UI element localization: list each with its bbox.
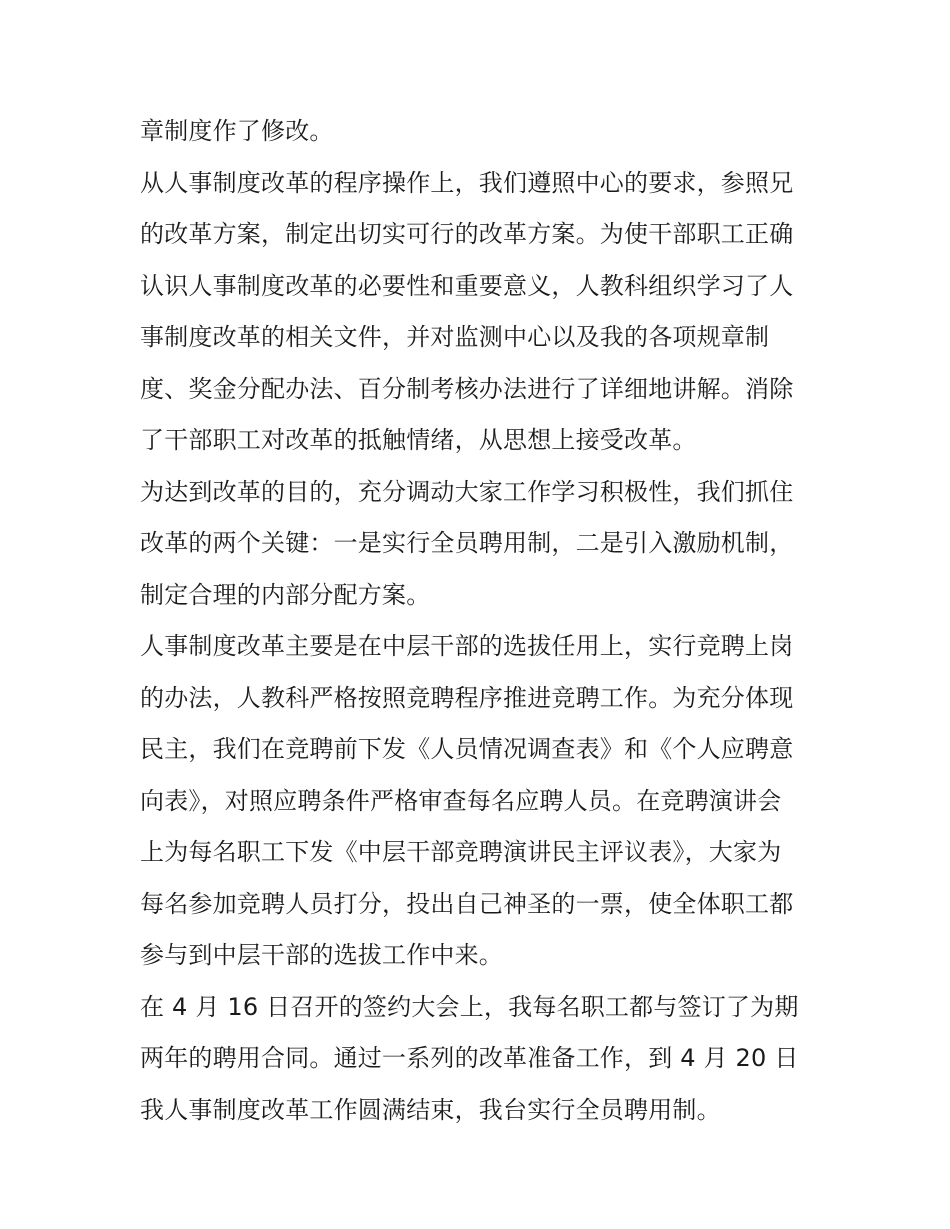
- text-line: 从人事制度改革的程序操作上，我们遵照中心的要求，参照兄: [140, 168, 794, 197]
- text-line: 为达到改革的目的，充分调动大家工作学习积极性，我们抓住: [140, 477, 794, 506]
- text-line: 民主，我们在竞聘前下发《人员情况调查表》和《个人应聘意: [140, 735, 794, 763]
- text-line: 上为每名职工下发《中层干部竞聘演讲民主评议表》，大家为: [140, 838, 782, 866]
- text-line: 参与到中层干部的选拔工作中来。: [140, 941, 503, 969]
- text-line: 了干部职工对改革的抵触情绪，从思想上接受改革。: [140, 426, 697, 454]
- text-line: 度、奖金分配办法、百分制考核办法进行了详细地讲解。消除: [140, 374, 794, 403]
- text-line: 的办法，人教科严格按照竞聘程序推进竞聘工作。为充分体现: [140, 683, 794, 712]
- text-line: 制定合理的内部分配方案。: [140, 580, 431, 609]
- text-line: 认识人事制度改革的必要性和重要意义，人教科组织学习了人: [140, 271, 794, 300]
- text-line: 改革的两个关键：一是实行全员聘用制，二是引入激励机制，: [140, 529, 794, 557]
- text-line: 人事制度改革主要是在中层干部的选拔任用上，实行竞聘上岗: [140, 632, 794, 660]
- text-line: 每名参加竞聘人员打分，投出自己神圣的一票，使全体职工都: [140, 889, 794, 918]
- document-body: [140, 106, 820, 1136]
- text-line: 两年的聘用合同。通过一系列的改革准备工作，到 4 月 20 日: [140, 1044, 799, 1072]
- text-line: 我人事制度改革工作圆满结束，我台实行全员聘用制。: [140, 1095, 721, 1124]
- text-line: 向表》，对照应聘条件严格审查每名应聘人员。在竞聘演讲会: [140, 786, 782, 815]
- text-line: 在 4 月 16 日召开的签约大会上，我每名职工都与签订了为期: [140, 992, 799, 1021]
- text-line: 的改革方案，制定出切实可行的改革方案。为使干部职工正确: [140, 220, 794, 248]
- text-line: 章制度作了修改。: [140, 117, 334, 145]
- text-line: 事制度改革的相关文件，并对监测中心以及我的各项规章制: [140, 323, 770, 351]
